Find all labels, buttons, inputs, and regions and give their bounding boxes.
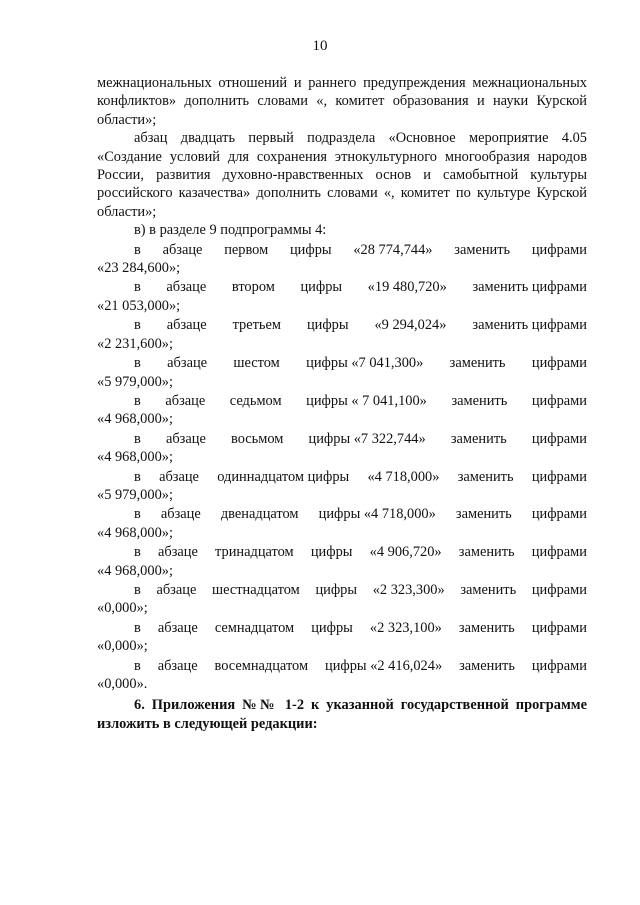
amendment-word: абзаце — [159, 468, 199, 485]
amendment-word: «4 718,000» — [367, 468, 440, 485]
amendment-new-value: «4 968,000»; — [97, 524, 173, 541]
amendment-word: цифры — [289, 241, 332, 258]
list-item — [97, 581, 587, 618]
list-item — [97, 354, 587, 391]
amendment-line — [97, 241, 587, 259]
amendment-word: в — [134, 392, 141, 409]
amendment-word: заменить — [458, 619, 515, 636]
amendment-line — [97, 543, 587, 561]
amendment-word: абзаце — [165, 392, 206, 409]
amendment-line — [97, 392, 587, 410]
amendment-word: абзаце — [160, 506, 201, 523]
amendment-word: заменить — [455, 506, 512, 523]
amendment-word: цифрами — [531, 657, 587, 674]
amendment-word: в — [134, 581, 141, 598]
amendment-word: цифры — [315, 581, 358, 598]
list-item — [97, 316, 587, 353]
amendment-word: цифрами — [531, 430, 587, 447]
amendment-word: цифрами — [531, 468, 587, 485]
amendment-word: заменить цифрами — [472, 317, 587, 334]
amendment-word: цифрами — [531, 544, 587, 561]
list-item — [97, 468, 587, 505]
amendment-new-value: «4 968,000»; — [97, 449, 173, 466]
amendment-word: заменить — [458, 544, 515, 561]
amendment-word: цифры «7 041,300» — [306, 355, 424, 372]
amendment-word: в — [134, 241, 141, 258]
amendment-word: «9 294,024» — [374, 317, 447, 334]
list-item — [97, 657, 587, 694]
amendment-word: абзаце — [166, 279, 207, 296]
amendment-word: заменить — [460, 581, 517, 598]
paragraph-continuation: межнациональных отношений и раннего предупреждения межнациональных конфликтов» дополнить словами «, комитет образования и науки Курской области»; — [97, 75, 587, 128]
amendment-word: абзаце — [157, 619, 198, 636]
amendment-word: восьмом — [231, 430, 284, 447]
amendment-new-value: «0,000». — [97, 676, 148, 692]
amendment-new-value: «5 979,000»; — [97, 486, 173, 503]
amendment-word: цифры «7 322,744» — [308, 430, 426, 447]
amendment-new-value: «2 231,600»; — [97, 335, 173, 352]
paragraph-subsection-amendment: абзац двадцать первый подраздела «Основное мероприятие 4.05 «Создание условий для сохранения этнокультурного многообразия народов России, развития духовно-нравственных основ и самобытной культуры российского казачества» дополнить словами «, комитет по культуре Курской области»; — [97, 130, 587, 220]
amendment-word: цифры — [310, 544, 353, 561]
amendment-line — [97, 468, 587, 486]
amendment-word: цифрами — [531, 506, 587, 523]
amendment-word: цифры «4 718,000» — [318, 506, 436, 523]
amendment-word: цифры « 7 041,100» — [306, 392, 427, 409]
amendment-word: абзаце — [162, 241, 203, 258]
amendment-word: в — [134, 355, 141, 372]
amendment-word: абзаце — [166, 317, 207, 334]
amendment-word: заменить — [449, 355, 506, 372]
amendment-word: цифрами — [531, 581, 587, 598]
amendment-line — [97, 354, 587, 372]
document-body — [97, 74, 587, 733]
amendment-word: «2 323,100» — [369, 619, 442, 636]
amendment-word: цифры — [300, 279, 343, 296]
amendment-word: заменить — [450, 430, 507, 447]
amendment-new-value: «21 053,000»; — [97, 297, 181, 314]
amendment-word: восемнадцатом — [214, 657, 309, 674]
amendment-word: в — [134, 279, 141, 296]
amendment-word: заменить — [459, 657, 515, 674]
amendment-word: тринадцатом — [215, 544, 294, 561]
amendment-word: «19 480,720» — [367, 279, 447, 296]
amendment-word: в — [134, 544, 141, 561]
amendment-word: абзаце — [157, 657, 198, 674]
amendment-word: в — [134, 619, 141, 636]
amendment-word: в — [134, 430, 141, 447]
amendment-line — [97, 657, 587, 675]
page-number: 10 — [312, 38, 328, 54]
amendment-word: втором — [231, 279, 275, 296]
amendment-word: «28 774,744» — [353, 241, 433, 258]
amendment-word: семнадцатом — [214, 619, 295, 636]
amendment-word: цифрами — [531, 392, 587, 409]
list-item — [97, 543, 587, 580]
amendment-line — [97, 619, 587, 637]
list-item — [97, 619, 587, 656]
amendment-new-value: «4 968,000»; — [97, 562, 173, 579]
amendment-word: цифры «2 416,024» — [325, 657, 443, 674]
amendment-word: третьем — [232, 317, 281, 334]
list-item — [97, 241, 587, 278]
list-item — [97, 392, 587, 429]
amendment-new-value: «0,000»; — [97, 600, 148, 617]
amendment-word: первом — [224, 241, 269, 258]
amendment-word: абзаце — [167, 355, 208, 372]
amendment-word: абзаце — [157, 544, 198, 561]
amendment-word: заменить — [457, 468, 514, 485]
paragraph-appendix-instruction: 6. Приложения №№ 1-2 к указанной государственной программе изложить в следующей редакции: — [97, 697, 587, 732]
amendment-word: шестом — [233, 355, 280, 372]
amendment-new-value: «4 968,000»; — [97, 411, 173, 428]
amendment-word: «2 323,300» — [372, 581, 445, 598]
amendment-line — [97, 505, 587, 523]
amendment-word: цифры — [306, 317, 349, 334]
amendment-word: «4 906,720» — [369, 544, 442, 561]
amendment-word: одиннадцатом цифры — [217, 468, 350, 485]
amendment-list — [97, 241, 587, 694]
amendment-word: в — [134, 468, 141, 485]
amendment-new-value: «23 284,600»; — [97, 260, 181, 277]
amendment-word: заменить — [451, 392, 508, 409]
amendment-word: шестнадцатом — [212, 581, 300, 598]
amendment-word: цифрами — [531, 241, 587, 258]
amendment-word: в — [134, 317, 141, 334]
amendment-word: в — [134, 657, 141, 674]
amendment-new-value: «0,000»; — [97, 638, 148, 655]
amendment-word: двенадцатом — [220, 506, 299, 523]
amendment-word: седьмом — [229, 392, 282, 409]
amendment-word: заменить цифрами — [472, 279, 587, 296]
amendment-line — [97, 278, 587, 296]
amendment-word: цифрами — [531, 619, 587, 636]
list-item — [97, 278, 587, 315]
amendment-new-value: «5 979,000»; — [97, 373, 173, 390]
amendment-word: абзаце — [165, 430, 206, 447]
amendment-line — [97, 430, 587, 448]
paragraph-section-heading: в) в разделе 9 подпрограммы 4: — [134, 222, 327, 239]
amendment-word: абзаце — [156, 581, 197, 598]
amendment-word: заменить — [454, 241, 511, 258]
amendment-line — [97, 581, 587, 599]
list-item — [97, 430, 587, 467]
amendment-word: цифры — [311, 619, 353, 636]
amendment-word: цифрами — [531, 355, 587, 372]
amendment-line — [97, 316, 587, 334]
list-item — [97, 505, 587, 542]
amendment-word: в — [134, 506, 141, 523]
